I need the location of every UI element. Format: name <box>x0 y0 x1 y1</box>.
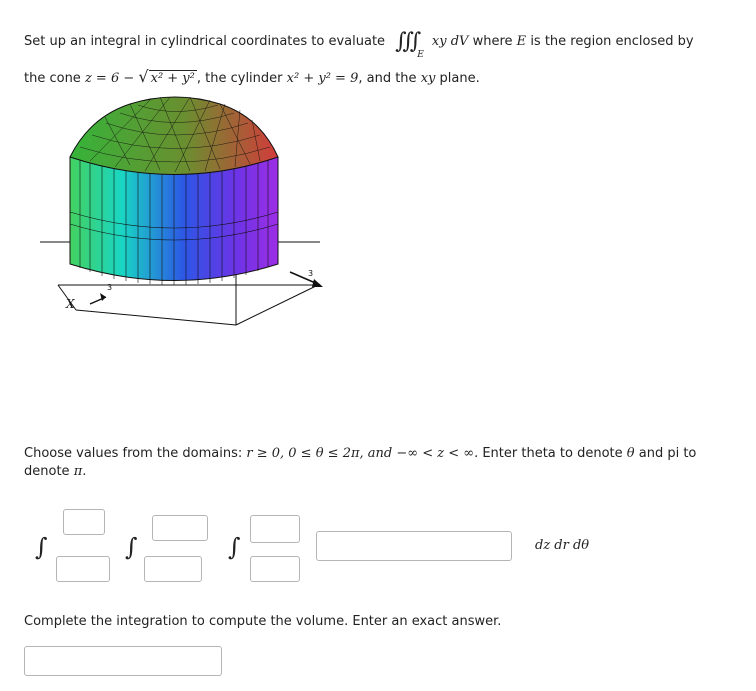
volume-prompt: Complete the integration to compute the volume. Enter an exact answer. <box>24 614 502 629</box>
middle-integral-sign: ∫ <box>125 533 138 561</box>
question-text-where: where <box>472 34 513 49</box>
inner-integral-sign: ∫ <box>228 533 241 561</box>
domain-instructions <box>24 445 724 481</box>
domain-expression: r ≥ 0, 0 ≤ θ ≤ 2π, and −∞ < z < ∞. <box>246 446 479 461</box>
question-text-end: is the region enclosed by <box>530 34 694 49</box>
theta-symbol: θ <box>626 446 635 461</box>
question-text: Set up an integral in cylindrical coordinates to evaluate <box>24 34 386 49</box>
instructions-text-3: and pi to denote <box>24 446 697 479</box>
instructions-text-1: Choose values from the domains: <box>24 446 243 461</box>
tick-label-right: 3 <box>308 269 314 278</box>
plane-word: plane. <box>439 71 480 86</box>
sqrt-symbol: √ <box>138 67 149 86</box>
cylinder-label: , the cylinder <box>196 71 283 86</box>
outer-lower-limit-input[interactable] <box>56 556 110 582</box>
outer-integral-sign: ∫ <box>35 533 48 561</box>
integrand-text: xy dV <box>431 34 469 49</box>
x-axis-label: X <box>66 297 75 311</box>
cone-label: the cone <box>24 71 81 86</box>
cylinder-equation: x² + y² = 9 <box>286 71 359 86</box>
middle-upper-limit-input[interactable] <box>152 515 208 541</box>
inner-upper-limit-input[interactable] <box>250 515 300 543</box>
question-line-1 <box>24 26 694 60</box>
instructions-text-2: Enter theta to denote <box>482 446 623 461</box>
middle-lower-limit-input[interactable] <box>144 556 202 582</box>
region-var: E <box>516 34 527 49</box>
sqrt-argument: x² + y² <box>150 71 195 86</box>
differentials: dz dr dθ <box>535 538 590 553</box>
volume-answer-input[interactable] <box>24 646 222 676</box>
integrand-input[interactable] <box>316 531 512 561</box>
outer-upper-limit-input[interactable] <box>63 509 105 535</box>
plane-var: xy <box>420 71 436 86</box>
plane-text: , and the <box>358 71 417 86</box>
cone-equation: z = 6 − <box>84 71 135 86</box>
inner-lower-limit-input[interactable] <box>250 556 300 582</box>
integral-region-sub: E <box>417 50 424 60</box>
y-arrowhead <box>312 279 323 287</box>
region-figure <box>20 92 340 332</box>
question-line-2 <box>24 67 480 86</box>
pi-symbol: π. <box>73 464 87 479</box>
triple-integral-sign: ∭ <box>395 29 422 54</box>
tick-label-left: 3 <box>107 283 113 292</box>
cone-surface <box>70 97 278 175</box>
